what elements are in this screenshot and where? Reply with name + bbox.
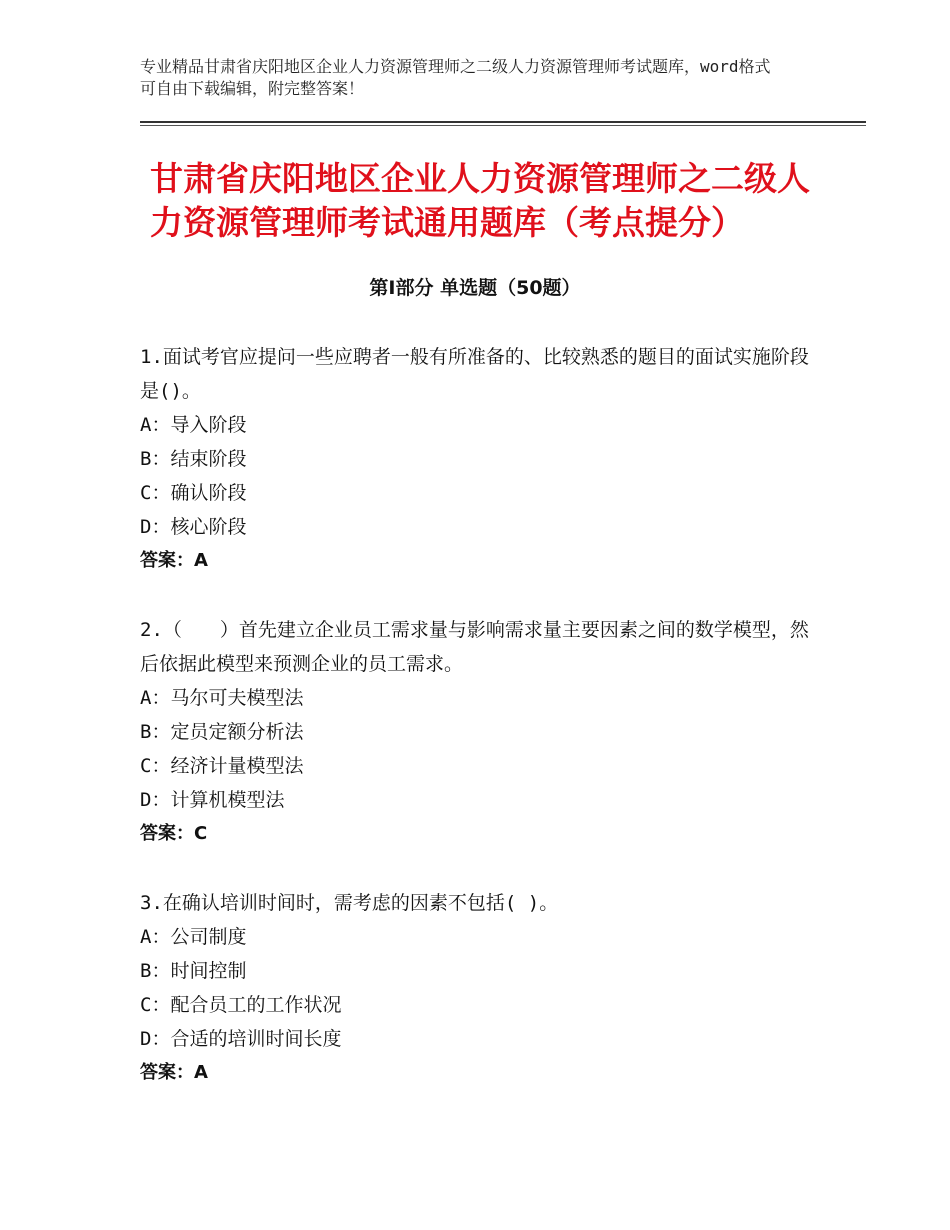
document-title: 甘肃省庆阳地区企业人力资源管理师之二级人力资源管理师考试通用题库（考点提分） <box>150 159 810 242</box>
answer-label: 答案：A <box>140 550 208 571</box>
section-title: 第Ⅰ部分 单选题（50题） <box>369 277 581 299</box>
answer-label: 答案：A <box>140 1062 208 1083</box>
question-3 <box>140 886 810 1090</box>
option-a: A：马尔可夫模型法 <box>140 687 304 709</box>
option-d: D：合适的培训时间长度 <box>140 1028 342 1050</box>
option-c: C：经济计量模型法 <box>140 755 304 777</box>
header-divider-thin <box>140 125 866 126</box>
option-c: C：配合员工的工作状况 <box>140 994 342 1016</box>
question-stem: 3.在确认培训时间时，需考虑的因素不包括( )。 <box>140 892 559 914</box>
option-c: C：确认阶段 <box>140 482 247 504</box>
option-b: B：时间控制 <box>140 960 247 982</box>
option-b: B：结束阶段 <box>140 448 247 470</box>
option-d: D：核心阶段 <box>140 516 247 538</box>
answer-label: 答案：C <box>140 823 208 844</box>
option-a: A：导入阶段 <box>140 414 247 436</box>
header-divider-thick <box>140 121 866 123</box>
header-note: 专业精品甘肃省庆阳地区企业人力资源管理师之二级人力资源管理师考试题库，word格式可自由下载编辑，附完整答案！ <box>140 57 771 98</box>
option-d: D：计算机模型法 <box>140 789 285 811</box>
question-stem: 1.面试考官应提问一些应聘者一般有所准备的、比较熟悉的题目的面试实施阶段是()。 <box>140 346 809 402</box>
option-b: B：定员定额分析法 <box>140 721 304 743</box>
question-stem: 2.（ ）首先建立企业员工需求量与影响需求量主要因素之间的数学模型，然后依据此模型来预测企业的员工需求。 <box>140 619 809 675</box>
question-1 <box>140 340 810 578</box>
option-a: A：公司制度 <box>140 926 247 948</box>
question-2 <box>140 613 810 851</box>
